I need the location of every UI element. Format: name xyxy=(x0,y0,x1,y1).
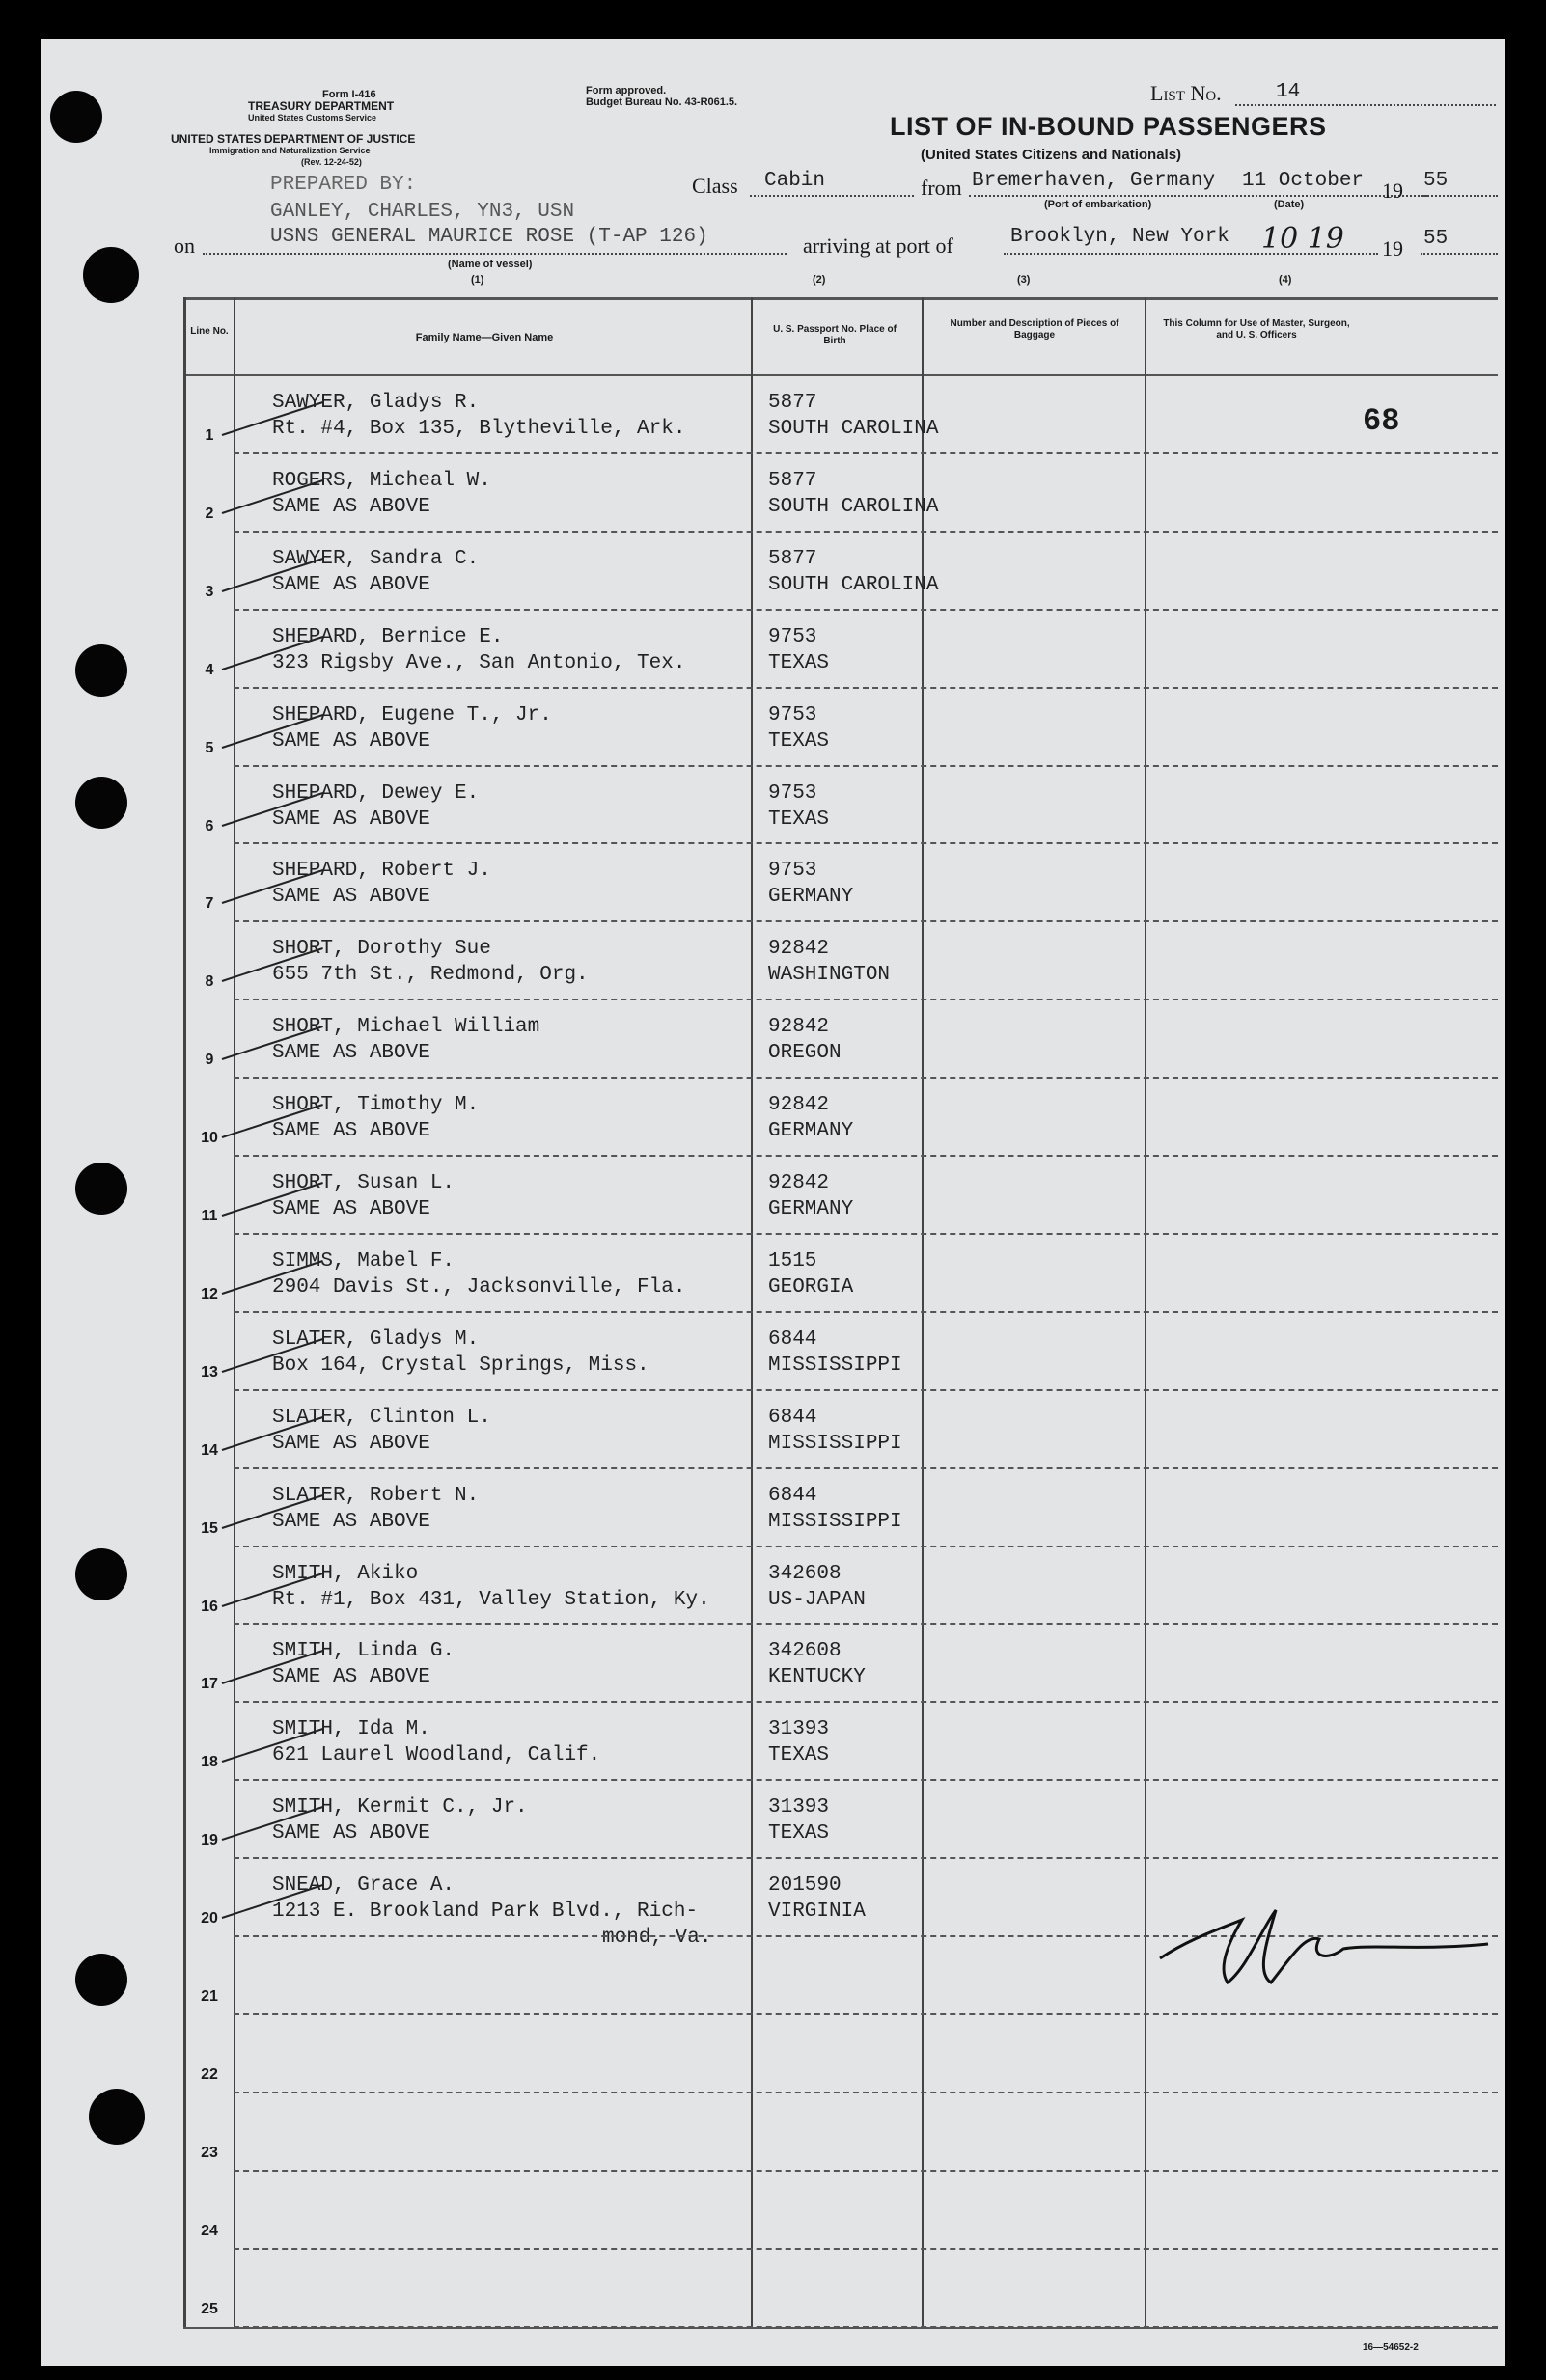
place-of-birth: TEXAS xyxy=(768,1822,830,1846)
arrival-port: Brooklyn, New York xyxy=(1010,226,1229,248)
passenger-name: SHEPARD, Bernice E. xyxy=(272,625,504,648)
list-subtitle: (United States Citizens and Nationals) xyxy=(921,147,1182,163)
row-divider xyxy=(234,1779,1498,1781)
row-divider xyxy=(234,1155,1498,1157)
line-number: 23 xyxy=(201,2144,218,2161)
row-divider xyxy=(234,1233,1498,1235)
passport-number: 92842 xyxy=(768,1016,830,1039)
year-arrive-underline xyxy=(1421,253,1498,255)
departure-date: 11 October xyxy=(1242,170,1365,192)
budget-bureau: Budget Bureau No. 43-R061.5. xyxy=(586,96,738,108)
passport-number: 9753 xyxy=(768,781,817,805)
row-divider xyxy=(234,2326,1498,2328)
passport-number: 5877 xyxy=(768,469,817,492)
immigration-service: Immigration and Naturalization Service xyxy=(209,146,371,155)
treasury-dept: TREASURY DEPARTMENT xyxy=(248,99,395,113)
passport-number: 9753 xyxy=(768,625,817,648)
row-divider xyxy=(234,687,1498,689)
passenger-name: ROGERS, Micheal W. xyxy=(272,469,491,492)
binder-hole xyxy=(75,644,127,697)
passenger-name: SMITH, Akiko xyxy=(272,1562,419,1585)
prepared-by-label: PREPARED BY: xyxy=(270,174,417,196)
row-divider xyxy=(234,1546,1498,1547)
passenger-address: Rt. #4, Box 135, Blytheville, Ark. xyxy=(272,418,686,440)
passport-number: 6844 xyxy=(768,1327,817,1351)
row-divider xyxy=(234,842,1498,844)
customs-service: United States Customs Service xyxy=(248,113,377,123)
footer-code: 16—54652-2 xyxy=(1363,2342,1419,2353)
passenger-address-cont: mond, Va. xyxy=(602,1927,712,1950)
passenger-name: SAWYER, Gladys R. xyxy=(272,392,480,414)
binder-hole xyxy=(75,1163,127,1215)
class-underline xyxy=(750,195,914,197)
row-divider xyxy=(234,452,1498,454)
place-of-birth: MISSISSIPPI xyxy=(768,1432,902,1455)
row-divider xyxy=(234,765,1498,767)
line-number: 16 xyxy=(201,1598,218,1615)
year-prefix-depart: 19 xyxy=(1382,178,1403,203)
list-no-value: 14 xyxy=(1276,81,1301,103)
vessel-caption: (Name of vessel) xyxy=(448,259,533,270)
binder-hole xyxy=(89,2089,145,2145)
passport-number: 92842 xyxy=(768,938,830,961)
passport-number: 31393 xyxy=(768,1718,830,1741)
row-divider xyxy=(234,1077,1498,1079)
place-of-birth: VIRGINIA xyxy=(768,1901,866,1924)
place-of-birth: TEXAS xyxy=(768,1744,830,1767)
place-of-birth: MISSISSIPPI xyxy=(768,1354,902,1377)
passenger-name: SMITH, Ida M. xyxy=(272,1718,430,1741)
line-number: 11 xyxy=(201,1208,218,1224)
passenger-name: SIMMS, Mabel F. xyxy=(272,1249,456,1272)
passenger-address: SAME AS ABOVE xyxy=(272,807,430,831)
passenger-address: SAME AS ABOVE xyxy=(272,1822,430,1846)
list-title: LIST OF IN-BOUND PASSENGERS xyxy=(890,112,1327,141)
passenger-address: SAME AS ABOVE xyxy=(272,495,430,518)
line-number: 19 xyxy=(201,1832,218,1849)
passenger-address: 655 7th St., Redmond, Org. xyxy=(272,964,589,987)
class-label: Class xyxy=(692,174,738,198)
row-divider xyxy=(234,1311,1498,1313)
line-number: 4 xyxy=(205,661,214,678)
officer-mark: 68 xyxy=(1363,403,1400,439)
row-divider xyxy=(234,2170,1498,2172)
passenger-name: SLATER, Robert N. xyxy=(272,1484,480,1507)
passenger-address: SAME AS ABOVE xyxy=(272,1120,430,1143)
passenger-name: SHORT, Michael William xyxy=(272,1016,540,1039)
place-of-birth: GERMANY xyxy=(768,886,854,909)
passenger-name: SLATER, Gladys M. xyxy=(272,1327,480,1351)
vessel-name: USNS GENERAL MAURICE ROSE (T-AP 126) xyxy=(270,226,708,248)
line-number: 5 xyxy=(205,739,214,756)
place-of-birth: TEXAS xyxy=(768,651,830,674)
header-family-name: Family Name—Given Name xyxy=(415,332,554,343)
form-page xyxy=(41,39,1505,2366)
embark-caption: (Port of embarkation) xyxy=(1044,199,1152,210)
passenger-address: SAME AS ABOVE xyxy=(272,1432,430,1455)
line-number: 21 xyxy=(201,1988,218,2005)
passport-number: 201590 xyxy=(768,1874,842,1898)
passport-number: 342608 xyxy=(768,1640,842,1663)
justice-dept: UNITED STATES DEPARTMENT OF JUSTICE xyxy=(171,132,416,146)
passenger-address: SAME AS ABOVE xyxy=(272,1198,430,1220)
passenger-name: SMITH, Kermit C., Jr. xyxy=(272,1796,528,1819)
embark-underline xyxy=(969,195,1427,197)
passport-number: 5877 xyxy=(768,392,817,414)
passenger-name: SHEPARD, Robert J. xyxy=(272,860,491,883)
passport-number: 1515 xyxy=(768,1249,817,1272)
passenger-address: SAME AS ABOVE xyxy=(272,573,430,596)
passport-number: 6844 xyxy=(768,1406,817,1429)
passport-number: 92842 xyxy=(768,1094,830,1117)
table-left-border xyxy=(183,297,186,2327)
caption-4: (4) xyxy=(1279,274,1292,286)
line-number: 6 xyxy=(205,817,214,834)
line-number: 17 xyxy=(201,1676,218,1693)
line-number: 18 xyxy=(201,1754,218,1771)
header-baggage: Number and Description of Pieces of Baggage xyxy=(950,318,1119,341)
line-number: 3 xyxy=(205,583,214,600)
passenger-address: SAME AS ABOVE xyxy=(272,1510,430,1533)
row-divider xyxy=(234,2248,1498,2250)
line-number: 2 xyxy=(205,505,214,522)
list-no-label: List No. xyxy=(1150,81,1222,105)
place-of-birth: TEXAS xyxy=(768,807,830,831)
port-of-embarkation: Bremerhaven, Germany xyxy=(972,170,1216,192)
place-of-birth: TEXAS xyxy=(768,729,830,752)
class-value: Cabin xyxy=(764,170,826,192)
form-approved: Form approved. xyxy=(586,85,667,96)
line-number: 15 xyxy=(201,1519,218,1537)
passport-number: 342608 xyxy=(768,1562,842,1585)
caption-3: (3) xyxy=(1017,274,1031,286)
binder-hole xyxy=(75,1548,127,1600)
arrival-underline xyxy=(1004,253,1378,255)
line-number: 10 xyxy=(201,1130,218,1147)
passenger-address: 2904 Davis St., Jacksonville, Fla. xyxy=(272,1275,686,1299)
row-divider xyxy=(234,609,1498,611)
passenger-name: SLATER, Clinton L. xyxy=(272,1406,491,1429)
preparer-name: GANLEY, CHARLES, YN3, USN xyxy=(270,201,575,223)
line-number: 14 xyxy=(201,1441,218,1459)
line-number: 13 xyxy=(201,1363,218,1381)
from-label: from xyxy=(921,176,962,200)
place-of-birth: GERMANY xyxy=(768,1198,854,1220)
row-divider xyxy=(234,531,1498,533)
binder-hole xyxy=(75,777,127,829)
line-number: 9 xyxy=(205,1052,214,1069)
list-no-underline xyxy=(1235,104,1496,106)
place-of-birth: US-JAPAN xyxy=(768,1588,866,1611)
table-top-border xyxy=(183,297,1498,300)
line-number: 20 xyxy=(201,1910,218,1928)
place-of-birth: SOUTH CAROLINA xyxy=(768,573,939,596)
officer-signature xyxy=(1150,1891,1546,1997)
row-divider xyxy=(234,999,1498,1000)
revision-date: (Rev. 12-24-52) xyxy=(301,157,362,167)
row-divider xyxy=(234,1701,1498,1703)
caption-2: (2) xyxy=(813,274,826,286)
line-number: 25 xyxy=(201,2300,218,2317)
passenger-address: 1213 E. Brookland Park Blvd., Rich- xyxy=(272,1901,699,1924)
line-number: 8 xyxy=(205,973,214,991)
header-bottom-border xyxy=(183,374,1498,376)
binder-hole xyxy=(75,1954,127,2006)
passenger-name: SHORT, Timothy M. xyxy=(272,1094,480,1117)
header-officers: This Column for Use of Master, Surgeon, and U. S. Officers xyxy=(1163,318,1350,341)
place-of-birth: SOUTH CAROLINA xyxy=(768,418,939,440)
place-of-birth: KENTUCKY xyxy=(768,1666,866,1689)
binder-hole xyxy=(50,91,102,143)
place-of-birth: OREGON xyxy=(768,1042,842,1065)
passport-number: 5877 xyxy=(768,547,817,570)
line-number: 7 xyxy=(205,895,214,913)
passenger-address: SAME AS ABOVE xyxy=(272,1042,430,1065)
row-divider xyxy=(234,1857,1498,1859)
vessel-underline xyxy=(203,253,787,255)
binder-hole xyxy=(83,247,139,303)
passenger-address: SAME AS ABOVE xyxy=(272,1666,430,1689)
row-divider xyxy=(234,1623,1498,1625)
year-depart: 55 xyxy=(1423,170,1449,192)
passport-number: 9753 xyxy=(768,703,817,726)
passenger-name: SHEPARD, Dewey E. xyxy=(272,781,480,805)
passenger-address: SAME AS ABOVE xyxy=(272,886,430,909)
caption-1: (1) xyxy=(471,274,484,286)
passport-number: 9753 xyxy=(768,860,817,883)
place-of-birth: GERMANY xyxy=(768,1120,854,1143)
place-of-birth: SOUTH CAROLINA xyxy=(768,495,939,518)
passenger-name: SHEPARD, Eugene T., Jr. xyxy=(272,703,552,726)
place-of-birth: WASHINGTON xyxy=(768,964,891,987)
passenger-address: 323 Rigsby Ave., San Antonio, Tex. xyxy=(272,651,686,674)
row-divider xyxy=(234,1467,1498,1469)
passenger-name: SHORT, Susan L. xyxy=(272,1172,456,1194)
row-divider xyxy=(234,2013,1498,2015)
line-number: 1 xyxy=(205,427,214,444)
year-prefix-arrive: 19 xyxy=(1382,236,1403,260)
passenger-name: SNEAD, Grace A. xyxy=(272,1874,456,1898)
on-label: on xyxy=(174,233,195,258)
passport-number: 92842 xyxy=(768,1172,830,1194)
passenger-name: SHORT, Dorothy Sue xyxy=(272,938,491,961)
arrival-date-handwritten: 10 19 xyxy=(1261,222,1344,256)
passenger-name: SAWYER, Sandra C. xyxy=(272,547,480,570)
row-divider xyxy=(234,1389,1498,1391)
form-number: Form I-416 xyxy=(322,89,376,100)
line-number: 22 xyxy=(201,2065,218,2083)
passenger-name: SMITH, Linda G. xyxy=(272,1640,456,1663)
place-of-birth: MISSISSIPPI xyxy=(768,1510,902,1533)
header-passport: U. S. Passport No. Place of Birth xyxy=(773,324,897,346)
year-depart-underline xyxy=(1421,195,1498,197)
line-number: 24 xyxy=(201,2222,218,2239)
row-divider xyxy=(234,920,1498,922)
year-arrive: 55 xyxy=(1423,228,1449,250)
passenger-address: SAME AS ABOVE xyxy=(272,729,430,752)
passenger-address: 621 Laurel Woodland, Calif. xyxy=(272,1744,601,1767)
place-of-birth: GEORGIA xyxy=(768,1275,854,1299)
passport-number: 31393 xyxy=(768,1796,830,1819)
passport-number: 6844 xyxy=(768,1484,817,1507)
passenger-address: Rt. #1, Box 431, Valley Station, Ky. xyxy=(272,1588,710,1611)
passenger-address: Box 164, Crystal Springs, Miss. xyxy=(272,1354,649,1377)
header-line-no: Line No. xyxy=(190,326,229,337)
arriving-label: arriving at port of xyxy=(803,233,953,258)
row-divider xyxy=(234,2092,1498,2093)
date-caption: (Date) xyxy=(1274,199,1305,210)
line-number: 12 xyxy=(201,1285,218,1302)
